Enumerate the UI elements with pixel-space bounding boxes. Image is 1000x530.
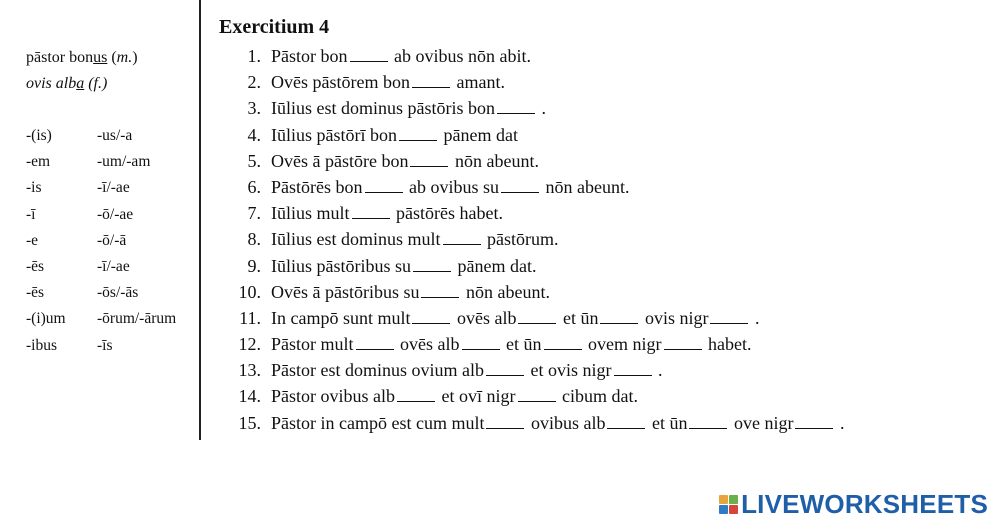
item-text: cibum dat. (557, 386, 638, 407)
item-text: . (835, 412, 845, 433)
item-text: Pāstor bon (271, 46, 348, 66)
answer-blank[interactable] (352, 204, 390, 219)
answer-blank[interactable] (397, 387, 435, 402)
first-second-declension-ending: -um/-am (97, 153, 151, 171)
item-text: et ovī nigr (437, 386, 516, 407)
answer-blank[interactable] (607, 414, 645, 429)
item-text: nōn abeunt. (450, 150, 539, 171)
answer-blank[interactable] (544, 335, 582, 350)
item-text: Iūlius est dominus mult (271, 229, 441, 250)
exercise-item (219, 122, 844, 148)
first-second-declension-ending: -īs (97, 336, 113, 354)
answer-blank[interactable] (350, 47, 388, 62)
answer-blank[interactable] (421, 283, 459, 298)
item-text: et ūn (558, 307, 599, 328)
item-text: et ūn (501, 334, 542, 355)
item-number: 9. (247, 255, 261, 276)
item-number: 1. (247, 46, 261, 66)
item-text: Ovēs ā pāstōribus su (271, 281, 420, 302)
answer-blank[interactable] (497, 99, 535, 114)
item-text: Pāstor ovibus alb (271, 386, 395, 407)
item-text: Ovēs pāstōrem bon (271, 72, 410, 93)
answer-blank[interactable] (518, 387, 556, 402)
item-number: 12. (238, 334, 261, 355)
answer-blank[interactable] (413, 257, 451, 272)
item-text: ab ovibus su (404, 176, 499, 197)
item-text: pāstōrum. (482, 229, 559, 250)
item-number: 2. (247, 72, 261, 93)
answer-blank[interactable] (614, 361, 652, 376)
answer-blank[interactable] (356, 335, 394, 350)
item-text: . (750, 307, 760, 328)
item-text: Pāstor in campō est cum mult (271, 412, 485, 433)
first-second-declension-ending: -ō/-ā (97, 231, 127, 249)
first-second-declension-ending: -ōs/-ās (97, 284, 139, 302)
item-text: In campō sunt mult (271, 307, 411, 328)
item-text: Iūlius est dominus pāstōris bon (271, 98, 495, 119)
third-declension-ending: -(i)um (26, 310, 66, 328)
exercise-item (219, 226, 844, 252)
item-number: 4. (247, 124, 261, 145)
item-number: 10. (238, 281, 261, 302)
item-text: et ovis nigr (526, 360, 612, 381)
exercise-item (219, 279, 844, 305)
exercise-title: Exercitium 4 (219, 16, 330, 38)
item-text: amant. (451, 72, 505, 93)
item-text: Iūlius pāstōrī bon (271, 124, 397, 145)
logo-tile (729, 505, 738, 514)
item-text: ovēs alb (395, 334, 460, 355)
reference-masculine: pāstor bonus (m.) (26, 49, 138, 66)
answer-blank[interactable] (689, 414, 727, 429)
item-text: habet. (703, 334, 752, 355)
item-text: pāstōrēs habet. (391, 203, 503, 224)
third-declension-ending: -ēs (26, 257, 45, 275)
exercise-list (219, 43, 844, 436)
reference-panel (26, 45, 201, 359)
item-text: ovem nigr (583, 334, 662, 355)
answer-blank[interactable] (518, 309, 556, 324)
ending-row (26, 228, 201, 254)
answer-blank[interactable] (412, 73, 450, 88)
exercise-item (219, 200, 844, 226)
item-number: 8. (247, 229, 261, 250)
logo-tile (719, 505, 728, 514)
item-number: 11. (239, 307, 261, 328)
exercise-item (219, 174, 844, 200)
third-declension-ending: -(is) (26, 127, 52, 144)
exercise-item (219, 305, 844, 331)
exercise-item (219, 383, 844, 409)
ending-row (26, 333, 201, 359)
exercise-item (219, 69, 844, 95)
ending-row (26, 306, 201, 332)
logo-mark-icon (719, 495, 738, 514)
ending-row (26, 254, 201, 280)
answer-blank[interactable] (399, 126, 437, 141)
item-number: 14. (238, 386, 261, 407)
item-text: . (653, 360, 663, 381)
item-text: ovēs alb (452, 307, 517, 328)
exercise-item (219, 43, 844, 69)
gender-label: (m.) (107, 49, 138, 66)
item-text: Iūlius pāstōribus su (271, 255, 412, 276)
item-text: pānem dat. (453, 255, 537, 276)
item-number: 7. (247, 203, 261, 224)
answer-blank[interactable] (443, 230, 481, 245)
answer-blank[interactable] (410, 152, 448, 167)
item-number: 15. (238, 412, 261, 433)
third-declension-ending: -ēs (26, 284, 45, 302)
item-text: pānem dat (439, 124, 518, 145)
logo-tile (719, 495, 728, 504)
answer-blank[interactable] (365, 178, 403, 193)
liveworksheets-logo (719, 489, 988, 520)
ending-row (26, 202, 201, 228)
exercise-item (219, 253, 844, 279)
item-text: ab ovibus nōn abit. (389, 46, 531, 66)
exercise-item (219, 357, 844, 383)
answer-blank[interactable] (486, 361, 524, 376)
ending-row (26, 123, 201, 149)
first-second-declension-ending: -ī/-ae (97, 257, 130, 275)
first-second-declension-ending: -ī/-ae (97, 179, 130, 197)
answer-blank[interactable] (710, 309, 748, 324)
exercise-item (219, 95, 844, 121)
ending-row (26, 175, 201, 201)
logo-text: LIVEWORKSHEETS (741, 489, 988, 519)
answer-blank[interactable] (412, 309, 450, 324)
reference-feminine: ovis alba (f.) (26, 75, 108, 92)
third-declension-ending: -ī (26, 205, 36, 223)
item-text: nōn abeunt. (461, 281, 550, 302)
first-second-declension-ending: -ō/-ae (97, 205, 134, 223)
answer-blank[interactable] (664, 335, 702, 350)
item-text: ovis nigr (640, 307, 709, 328)
answer-blank[interactable] (501, 178, 539, 193)
item-number: 3. (247, 98, 261, 119)
ending-row (26, 280, 201, 306)
answer-blank[interactable] (486, 414, 524, 429)
item-number: 6. (247, 176, 261, 197)
answer-blank[interactable] (795, 414, 833, 429)
third-declension-ending: -em (26, 153, 51, 171)
third-declension-ending: -e (26, 231, 39, 249)
endings-table (26, 123, 201, 359)
item-text: et ūn (647, 412, 688, 433)
first-second-declension-ending: -us/-a (97, 127, 133, 144)
exercise-item (219, 331, 844, 357)
answer-blank[interactable] (462, 335, 500, 350)
item-text: ovibus alb (526, 412, 606, 433)
item-text: . (537, 98, 546, 119)
item-text: Iūlius mult (271, 203, 350, 224)
item-number: 13. (238, 360, 261, 381)
item-text: Pāstor est dominus ovium alb (271, 360, 484, 381)
ending-row (26, 149, 201, 175)
exercise-item (219, 148, 844, 174)
exercise-item (219, 410, 844, 436)
item-text: Ovēs ā pāstōre bon (271, 150, 409, 171)
answer-blank[interactable] (600, 309, 638, 324)
item-text: ove nigr (729, 412, 794, 433)
item-number: 5. (247, 150, 261, 171)
item-text: nōn abeunt. (541, 176, 630, 197)
item-text: Pāstōrēs bon (271, 176, 363, 197)
divider-line (199, 0, 201, 440)
third-declension-ending: -is (26, 179, 42, 197)
item-text: Pāstor mult (271, 334, 354, 355)
first-second-declension-ending: -ōrum/-ārum (97, 310, 177, 328)
third-declension-ending: -ibus (26, 336, 57, 354)
logo-tile (729, 495, 738, 504)
